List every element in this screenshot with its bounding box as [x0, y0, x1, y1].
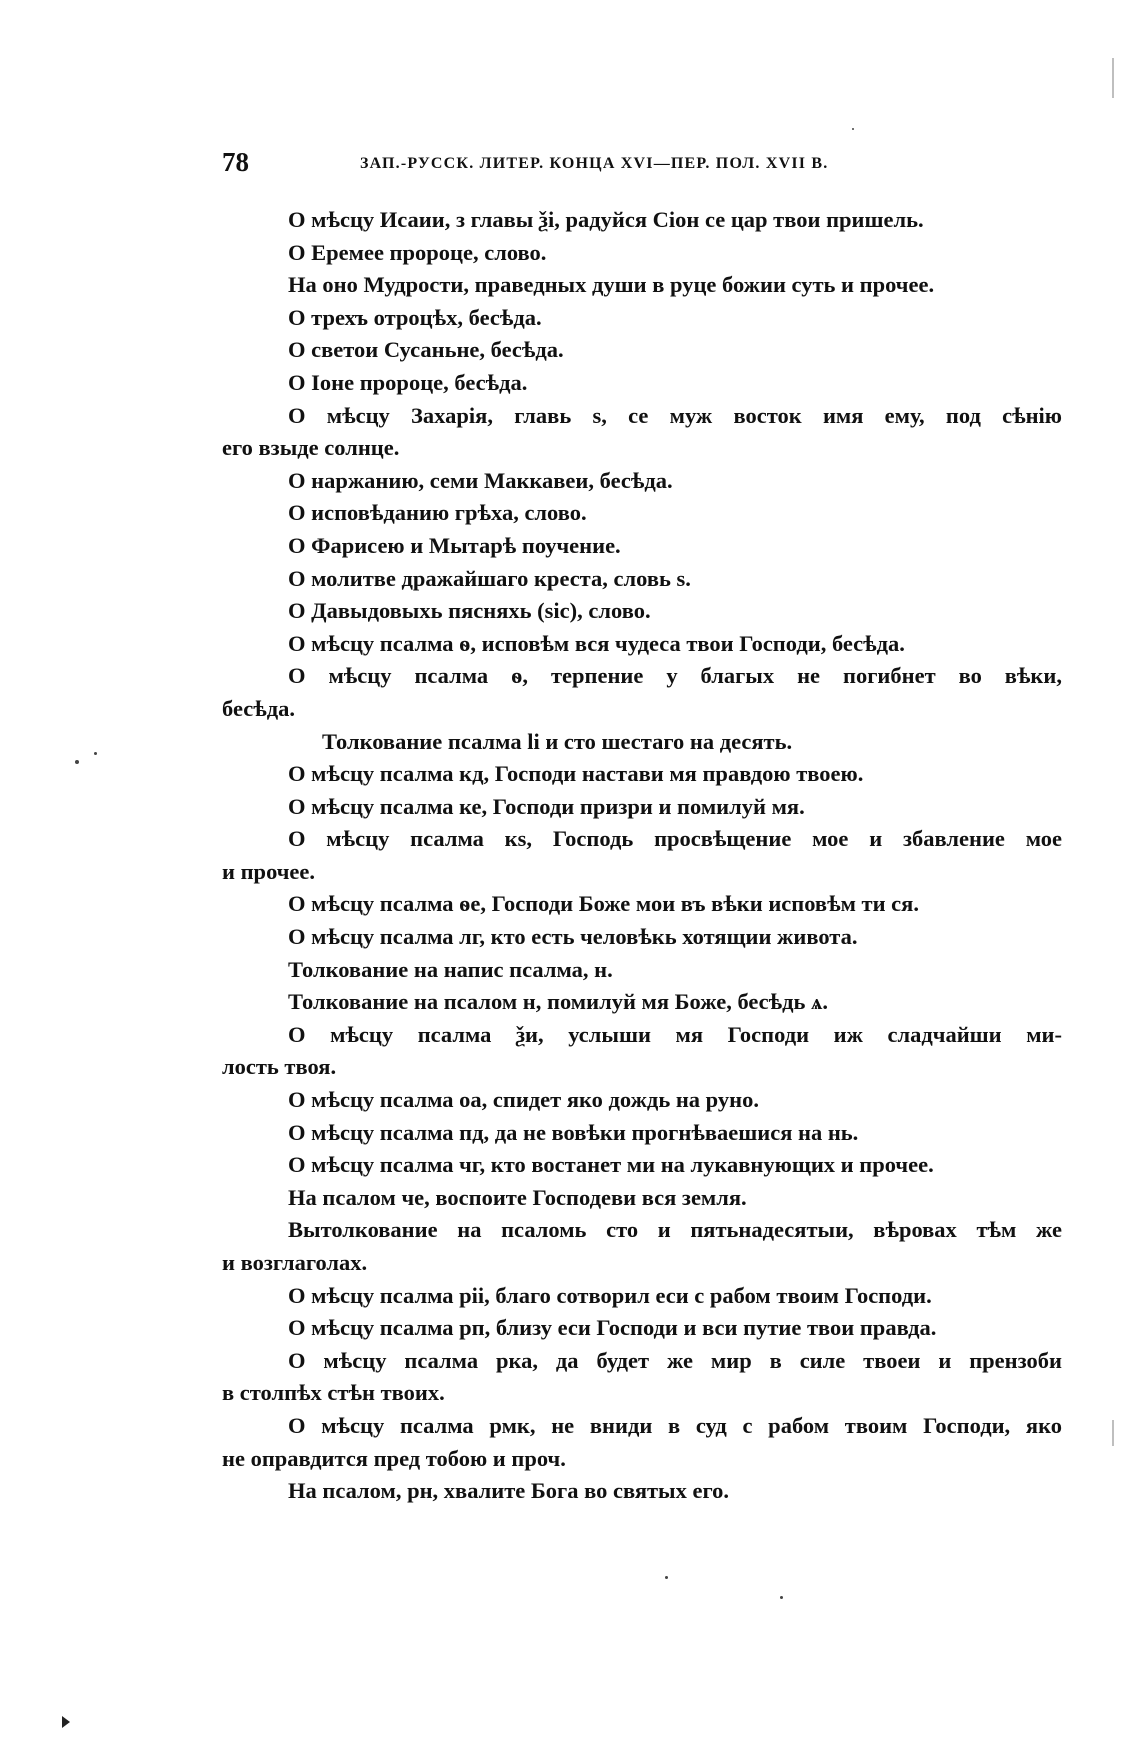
text-line: На оно Мудрости, праведных души в руце божии суть и прочее. [288, 272, 935, 298]
scan-speck [665, 1576, 668, 1579]
text-line: О мѣсцу псалма кѕ, Господь просвѣщение мое и збавление мое [288, 826, 1062, 852]
page-header [222, 146, 1062, 182]
text-line: О мѣсцу псалма лг, кто есть человѣкь хотящии живота. [288, 924, 858, 950]
scan-edge-mark [1112, 58, 1114, 98]
scan-speck [780, 1596, 783, 1599]
scan-corner-mark [62, 1716, 70, 1728]
text-line: Толкование на напис псалма, н. [288, 956, 613, 982]
page-number: 78 [222, 147, 249, 177]
body-text [222, 204, 1062, 1508]
text-line: О мѣсцу псалма ѳе, Господи Боже мои въ вѣки исповѣм ти ся. [288, 891, 919, 917]
text-line: О мѣсцу псалма чг, кто востанет ми на лукавнующих и прочее. [288, 1152, 934, 1178]
text-line: О мѣсцу псалма ѯи, услыши мя Господи иж сладчайши ми- [288, 1021, 1062, 1047]
text-line: О Іоне пророце, бесѣда. [288, 369, 528, 395]
text-line: О мѣсцу псалма пд, да не вовѣки прогнѣваешися на нь. [288, 1119, 859, 1145]
text-line: О мѣсцу Захарія, главь ѕ, се муж восток имя ему, под сѣнію [288, 402, 1062, 428]
scan-speck [94, 752, 97, 755]
text-line: бесѣда. [222, 695, 295, 721]
text-line: и возглаголах. [222, 1250, 368, 1275]
text-line: Вытолкование на псаломь сто и пятьнадесятыи, вѣровах тѣм же [288, 1217, 1062, 1243]
scan-speck [852, 128, 854, 130]
text-line: О мѣсцу псалма оа, спидет яко дождь на руно. [288, 1087, 759, 1113]
text-line: О мѣсцу псалма рмк, не вниди в суд с рабом твоим Господи, яко [288, 1412, 1062, 1438]
scan-edge-mark [1112, 1420, 1114, 1446]
text-line: не оправдится пред тобою и проч. [222, 1445, 566, 1471]
text-line: в столпѣх стѣн твоих. [222, 1380, 445, 1406]
text-line: На псалом, рн, хвалите Бога во святых его. [288, 1478, 730, 1504]
text-line: О мѣсцу псалма рка, да будет же мир в силе твоеи и прензоби [288, 1347, 1062, 1373]
text-line: О молитве дражайшаго креста, словь ѕ. [288, 565, 691, 591]
text-line: О светои Сусаньне, бесѣда. [288, 337, 564, 363]
running-title: ЗАП.-РУССК. ЛИТЕР. КОНЦА XVI—ПЕР. ПОЛ. XVII В. [360, 155, 829, 172]
text-line: О исповѣданию грѣха, слово. [288, 500, 587, 526]
text-line: О Фарисею и Мытарѣ поучение. [288, 532, 621, 558]
text-line: О Давыдовыхь пясняхь (sic), слово. [288, 598, 651, 624]
text-line: О мѣсцу Исаии, з главы ѯі, радуйся Сіон се цар твои пришель. [288, 207, 924, 232]
text-line: О мѣсцу псалма кд, Господи настави мя правдою твоею. [288, 761, 864, 787]
text-line: О мѣсцу псалма ріі, благо сотворил еси с рабом твоим Господи. [288, 1282, 932, 1308]
text-line: О Еремее пророце, слово. [288, 239, 547, 265]
text-line: его взыде солнце. [222, 435, 400, 461]
text-line: Толкование на псалом н, помилуй мя Боже, бесѣдь ѧ. [288, 989, 828, 1015]
text-line: О мѣсцу псалма ке, Господи призри и помилуй мя. [288, 793, 805, 819]
text-line: Толкование псалма ӏі и сто шестаго на десять. [322, 728, 793, 754]
text-line: О мѣсцу псалма рп, близу еси Господи и вси путие твои правда. [288, 1315, 937, 1341]
text-line: О наржанию, семи Маккавеи, бесѣда. [288, 467, 673, 493]
scan-speck [75, 760, 79, 764]
text-line: На псалом че, воспоите Господеви вся земля. [288, 1184, 747, 1210]
text-line: О мѣсцу псалма ѳ, терпение у благых не погибнет во вѣки, [288, 663, 1062, 689]
text-line: и прочее. [222, 858, 316, 884]
text-line: лость твоя. [222, 1054, 337, 1080]
text-line: О трехъ отроцѣх, бесѣда. [288, 304, 542, 330]
text-line: О мѣсцу псалма ѳ, исповѣм вся чудеса твои Господи, бесѣда. [288, 630, 905, 656]
